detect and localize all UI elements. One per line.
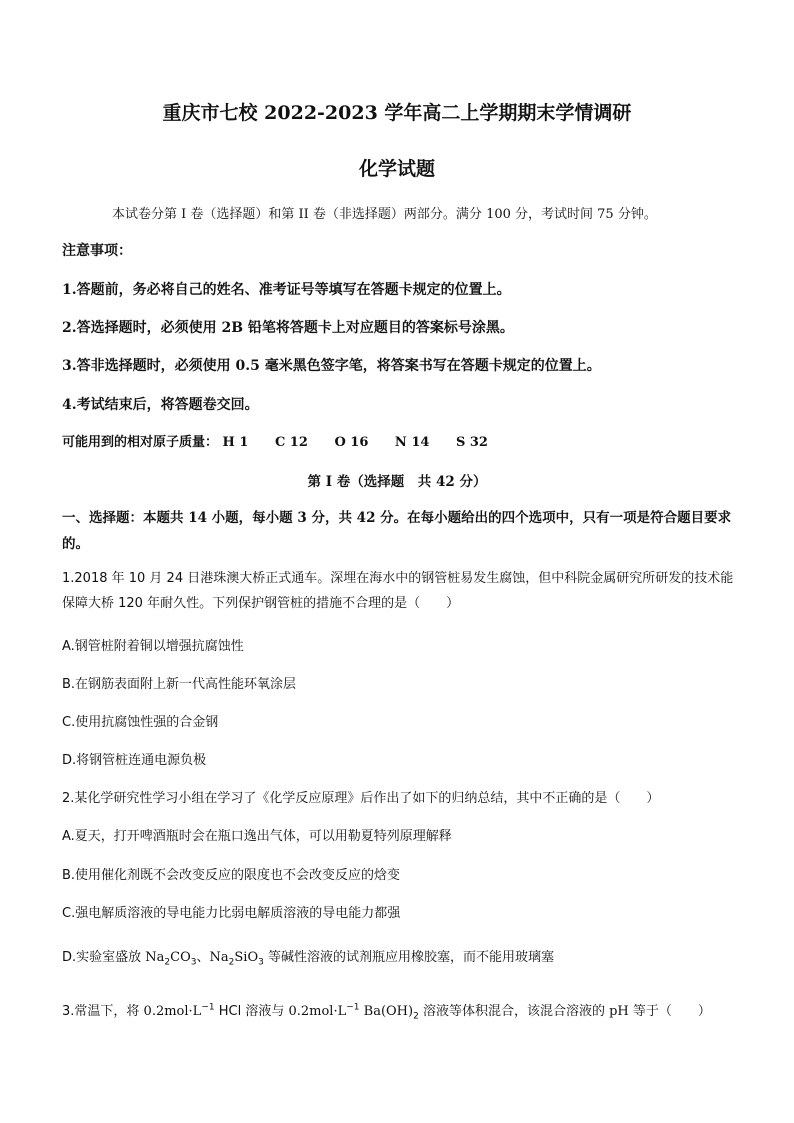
- note-item: 1.答题前，务必将自己的姓名、准考证号等填写在答题卡规定的位置上。: [62, 282, 511, 298]
- note-item: 2.答选择题时，必须使用 2B 铅笔将答题卡上对应题目的答案标号涂黑。: [62, 320, 514, 336]
- option-a: A.夏天，打开啤酒瓶时会在瓶口逸出气体，可以用勒夏特列原理解释: [62, 829, 452, 844]
- atomic-mass-item: H 1: [222, 435, 249, 450]
- note-item: 4.考试结束后，将答题卷交回。: [62, 397, 259, 413]
- question-stem: 1.2018 年 10 月 24 日港珠澳大桥正式通车。深埋在海水中的钢管桩易发生腐蚀，但中科院金属研究所研发的技术能保障大桥 120 年耐久性。下列保护钢管桩的措施不合理的是（ ）: [62, 571, 734, 611]
- note-item: 3.答非选择题时，必须使用 0.5 毫米黑色签字笔，将答案书写在答题卡规定的位置上。: [62, 358, 601, 374]
- atomic-masses-label: 可能用到的相对原子质量：: [62, 435, 219, 450]
- atomic-mass-item: S 32: [455, 435, 488, 450]
- question-stem: 2.某化学研究性学习小组在学习了《化学反应原理》后作出了如下的归纳总结，其中不正确的是（ ）: [62, 791, 660, 806]
- question-stem: 3.常温下，将 $0.2mol\cdot L^{-1}$ HCl 溶液与 $0.2mol\cdot L^{-1}$ $Ba(OH)_2$ 溶液等体积混合，该混合溶液的 pH 等于（ ）: [62, 1002, 711, 1022]
- exam-subtitle: 化学试题: [358, 158, 435, 180]
- intro-text: 本试卷分第 I 卷（选择题）和第 II 卷（非选择题）两部分。满分 100 分，考试时间 75 分钟。: [112, 207, 657, 222]
- option-d: D.将钢管桩连通电源负极: [62, 753, 207, 768]
- notes-heading: 注意事项：: [62, 243, 132, 259]
- option-d: D.实验室盛放 $Na_2CO_3$、$Na_2SiO_3$ 等碱性溶液的试剂瓶应用橡胶塞，而不能用玻璃塞: [62, 950, 554, 968]
- atomic-masses: [62, 431, 744, 450]
- section-title: 第 I 卷（选择题 共 42 分）: [307, 474, 487, 490]
- atomic-mass-item: O 16: [334, 435, 369, 450]
- atomic-mass-item: N 14: [394, 435, 430, 450]
- option-b: B.使用催化剂既不会改变反应的限度也不会改变反应的焓变: [62, 868, 401, 883]
- option-c: C.使用抗腐蚀性强的合金钢: [62, 715, 219, 730]
- option-b: B.在钢筋表面附上新一代高性能环氧涂层: [62, 677, 297, 692]
- option-c: C.强电解质溶液的导电能力比弱电解质溶液的导电能力都强: [62, 906, 401, 921]
- exam-title: 重庆市七校 2022-2023 学年高二上学期期末学情调研: [162, 102, 632, 124]
- option-a: A.钢管桩附着铜以增强抗腐蚀性: [62, 639, 244, 654]
- atomic-mass-item: C 12: [274, 435, 308, 450]
- section-instruction: 一、选择题：本题共 14 小题，每小题 3 分，共 42 分。在每小题给出的四个选项中，只有一项是符合题目要求的。: [62, 510, 732, 552]
